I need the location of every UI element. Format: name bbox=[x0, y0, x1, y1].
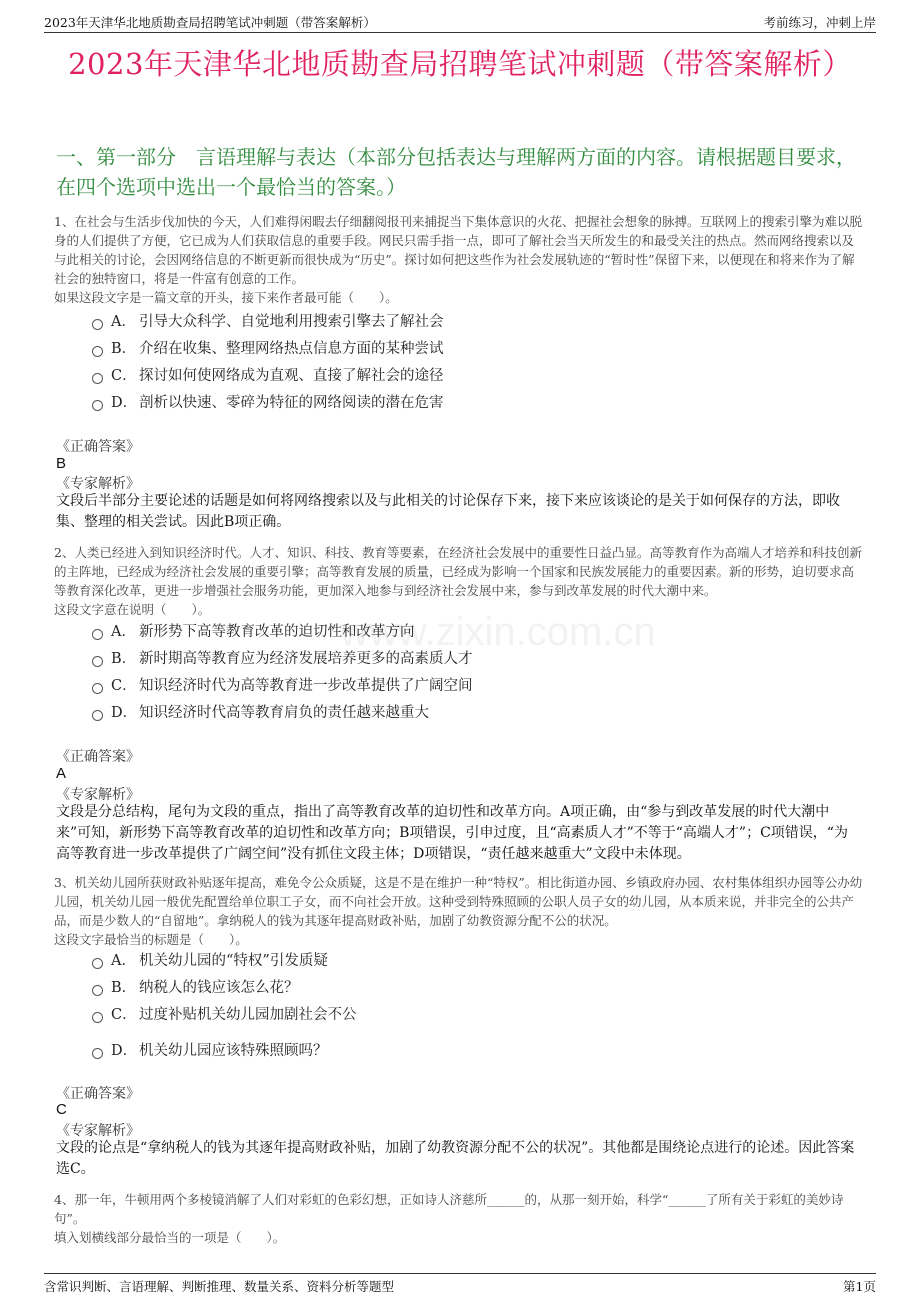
page-header bbox=[44, 10, 876, 33]
question-1-prompt: 如果这段文字是一篇文章的开头，接下来作者最可能（ ）。 bbox=[54, 290, 398, 305]
question-2-stem: 2、人类已经进入到知识经济时代。人才、知识、科技、教育等要素，在经济社会发展中的重要性日益凸显。高等教育作为高端人才培养和科技创新的主阵地，已经成为经济社会发展的重要引擎；高等教育发展的质量，已经成为影响一个国家和民族发展能力的重要因素。新的形势，迫切要求高等教育深化改革，更进一步增强社会服务功能，更加深入地参与到经济社会发展中来，参与到改革发展的时代大潮中来。 这段文字意在说明（ ）。 bbox=[54, 543, 866, 619]
question-3-option-c[interactable]: C． 过度补贴机关幼儿园加剧社会不公 bbox=[92, 1005, 357, 1025]
radio-icon[interactable] bbox=[92, 400, 103, 411]
question-4-prompt: 填入划横线部分最恰当的一项是（ ）。 bbox=[54, 1230, 286, 1245]
question-1-analysis: 文段后半部分主要论述的话题是如何将网络搜索以及与此相关的讨论保存下来，接下来应该谈论的是关于如何保存的方法，即收集、整理的相关尝试。因此B项正确。 bbox=[56, 493, 840, 530]
question-2-option-b[interactable]: B． 新时期高等教育应为经济发展培养更多的高素质人才 bbox=[92, 649, 473, 669]
radio-icon[interactable] bbox=[92, 683, 103, 694]
radio-icon[interactable] bbox=[92, 710, 103, 721]
radio-icon[interactable] bbox=[92, 373, 103, 384]
question-2-analysis: 文段是分总结构，尾句为文段的重点，指出了高等教育改革的迫切性和改革方向。A项正确，由“参与到改革发展的时代大潮中来”可知，新形势下高等教育改革的迫切性和改革方向；B项错误，引申过度，且“高素质人才”不等于“高端人才”；C项错误，“为高等教育进一步改革提供了广阔空间”没有抓住文段主体；D项错误，“责任越来越重大”文段中未体现。 bbox=[56, 804, 848, 862]
header-doc-title: 2023年天津华北地质勘查局招聘笔试冲刺题（带答案解析） bbox=[44, 15, 376, 30]
question-3-answer-label: 《正确答案》 bbox=[56, 1086, 140, 1102]
radio-icon[interactable] bbox=[92, 1012, 103, 1023]
radio-icon[interactable] bbox=[92, 985, 103, 996]
footer-question-types: 含常识判断、言语理解、判断推理、数量关系、资料分析等题型 bbox=[44, 1279, 395, 1294]
page-title: 2023年天津华北地质勘查局招聘笔试冲刺题（带答案解析） bbox=[68, 47, 852, 81]
radio-icon[interactable] bbox=[92, 629, 103, 640]
question-1-stem: 1、在社会与生活步伐加快的今天，人们难得闲暇去仔细翻阅报刊来捕捉当下集体意识的火花、把握社会想象的脉搏。互联网上的搜索引擎为难以脱身的人们提供了方便，它已成为人们获取信息的重要手段。网民只需手指一点，即可了解社会当天所发生的和最受关注的热点。然而网络搜索以及与此相关的讨论，会因网络信息的不断更新而很快成为“历史”。探讨如何把这些作为社会发展轨迹的“暂时性”保留下来，以便现在和将来作为了解社会的独特窗口，将是一件富有创意的工作。 如果这段文字是一篇文章的开头，接下来作者最可能（ ）。 bbox=[54, 212, 866, 307]
section-heading: 一、第一部分 言语理解与表达（本部分包括表达与理解两方面的内容。请根据题目要求，在四个选项中选出一个最恰当的答案。） bbox=[56, 145, 856, 199]
question-2-answer-label: 《正确答案》 bbox=[56, 749, 140, 765]
question-2-option-a[interactable]: A． 新形势下高等教育改革的迫切性和改革方向 bbox=[92, 622, 415, 642]
watermark: www.zixin.com.cn bbox=[340, 610, 656, 654]
radio-icon[interactable] bbox=[92, 1048, 103, 1059]
question-1-option-c[interactable]: C． 探讨如何使网络成为直观、直接了解社会的途径 bbox=[92, 366, 444, 386]
question-3-option-a[interactable]: A． 机关幼儿园的“特权”引发质疑 bbox=[92, 951, 328, 971]
question-1-answer-label: 《正确答案》 bbox=[56, 439, 140, 455]
question-2-analysis-label: 《专家解析》 bbox=[56, 787, 140, 803]
question-2-option-d[interactable]: D． 知识经济时代高等教育肩负的责任越来越重大 bbox=[92, 703, 429, 723]
question-1-option-a[interactable]: A． 引导大众科学、自觉地利用搜索引擎去了解社会 bbox=[92, 312, 444, 332]
question-2-option-c[interactable]: C． 知识经济时代为高等教育进一步改革提供了广阔空间 bbox=[92, 676, 473, 696]
question-3-prompt: 这段文字最恰当的标题是（ ）。 bbox=[54, 932, 248, 947]
question-1-answer: B bbox=[56, 455, 67, 472]
question-3-analysis: 文段的论点是“拿纳税人的钱为其逐年提高财政补贴，加剧了幼教资源分配不公的状况”。其他都是围绕论点进行的论述。因此答案选C。 bbox=[56, 1140, 855, 1177]
question-2-prompt: 这段文字意在说明（ ）。 bbox=[54, 602, 211, 617]
question-3-analysis-label: 《专家解析》 bbox=[56, 1123, 140, 1139]
question-3-option-d[interactable]: D． 机关幼儿园应该特殊照顾吗？ bbox=[92, 1041, 328, 1061]
page-footer bbox=[44, 1273, 876, 1294]
radio-icon[interactable] bbox=[92, 319, 103, 330]
question-1-option-b[interactable]: B． 介绍在收集、整理网络热点信息方面的某种尝试 bbox=[92, 339, 444, 359]
question-4-stem: 4、那一年，牛顿用两个多棱镜消解了人们对彩虹的色彩幻想，正如诗人济慈所______的，从那一刻开始，科学“______了所有关于彩虹的美妙诗句”。 填入划横线部分最恰当的一项是（ ）。 bbox=[54, 1190, 866, 1247]
radio-icon[interactable] bbox=[92, 656, 103, 667]
question-3-option-b[interactable]: B． 纳税人的钱应该怎么花？ bbox=[92, 978, 299, 998]
radio-icon[interactable] bbox=[92, 958, 103, 969]
question-3-stem: 3、机关幼儿园所获财政补贴逐年提高，难免令公众质疑，这是不是在维护一种“特权”。相比街道办园、乡镇政府办园、农村集体组织办园等公办幼儿园，机关幼儿园一般优先配置给单位职工子女，而不向社会开放。这种受到特殊照顾的公职人员子女的幼儿园，从本质来说，并非完全的公共产品，而是少数人的“自留地”。拿纳税人的钱为其逐年提高财政补贴，加剧了幼教资源分配不公的状况。 这段文字最恰当的标题是（ ）。 bbox=[54, 873, 866, 949]
question-1-analysis-label: 《专家解析》 bbox=[56, 476, 140, 492]
header-slogan: 考前练习，冲刺上岸 bbox=[763, 15, 876, 30]
radio-icon[interactable] bbox=[92, 346, 103, 357]
question-1-option-d[interactable]: D． 剖析以快速、零碎为特征的网络阅读的潜在危害 bbox=[92, 393, 444, 413]
question-3-answer: C bbox=[56, 1101, 67, 1118]
question-2-answer: A bbox=[56, 765, 67, 782]
footer-page-number: 第1页 bbox=[843, 1279, 876, 1294]
